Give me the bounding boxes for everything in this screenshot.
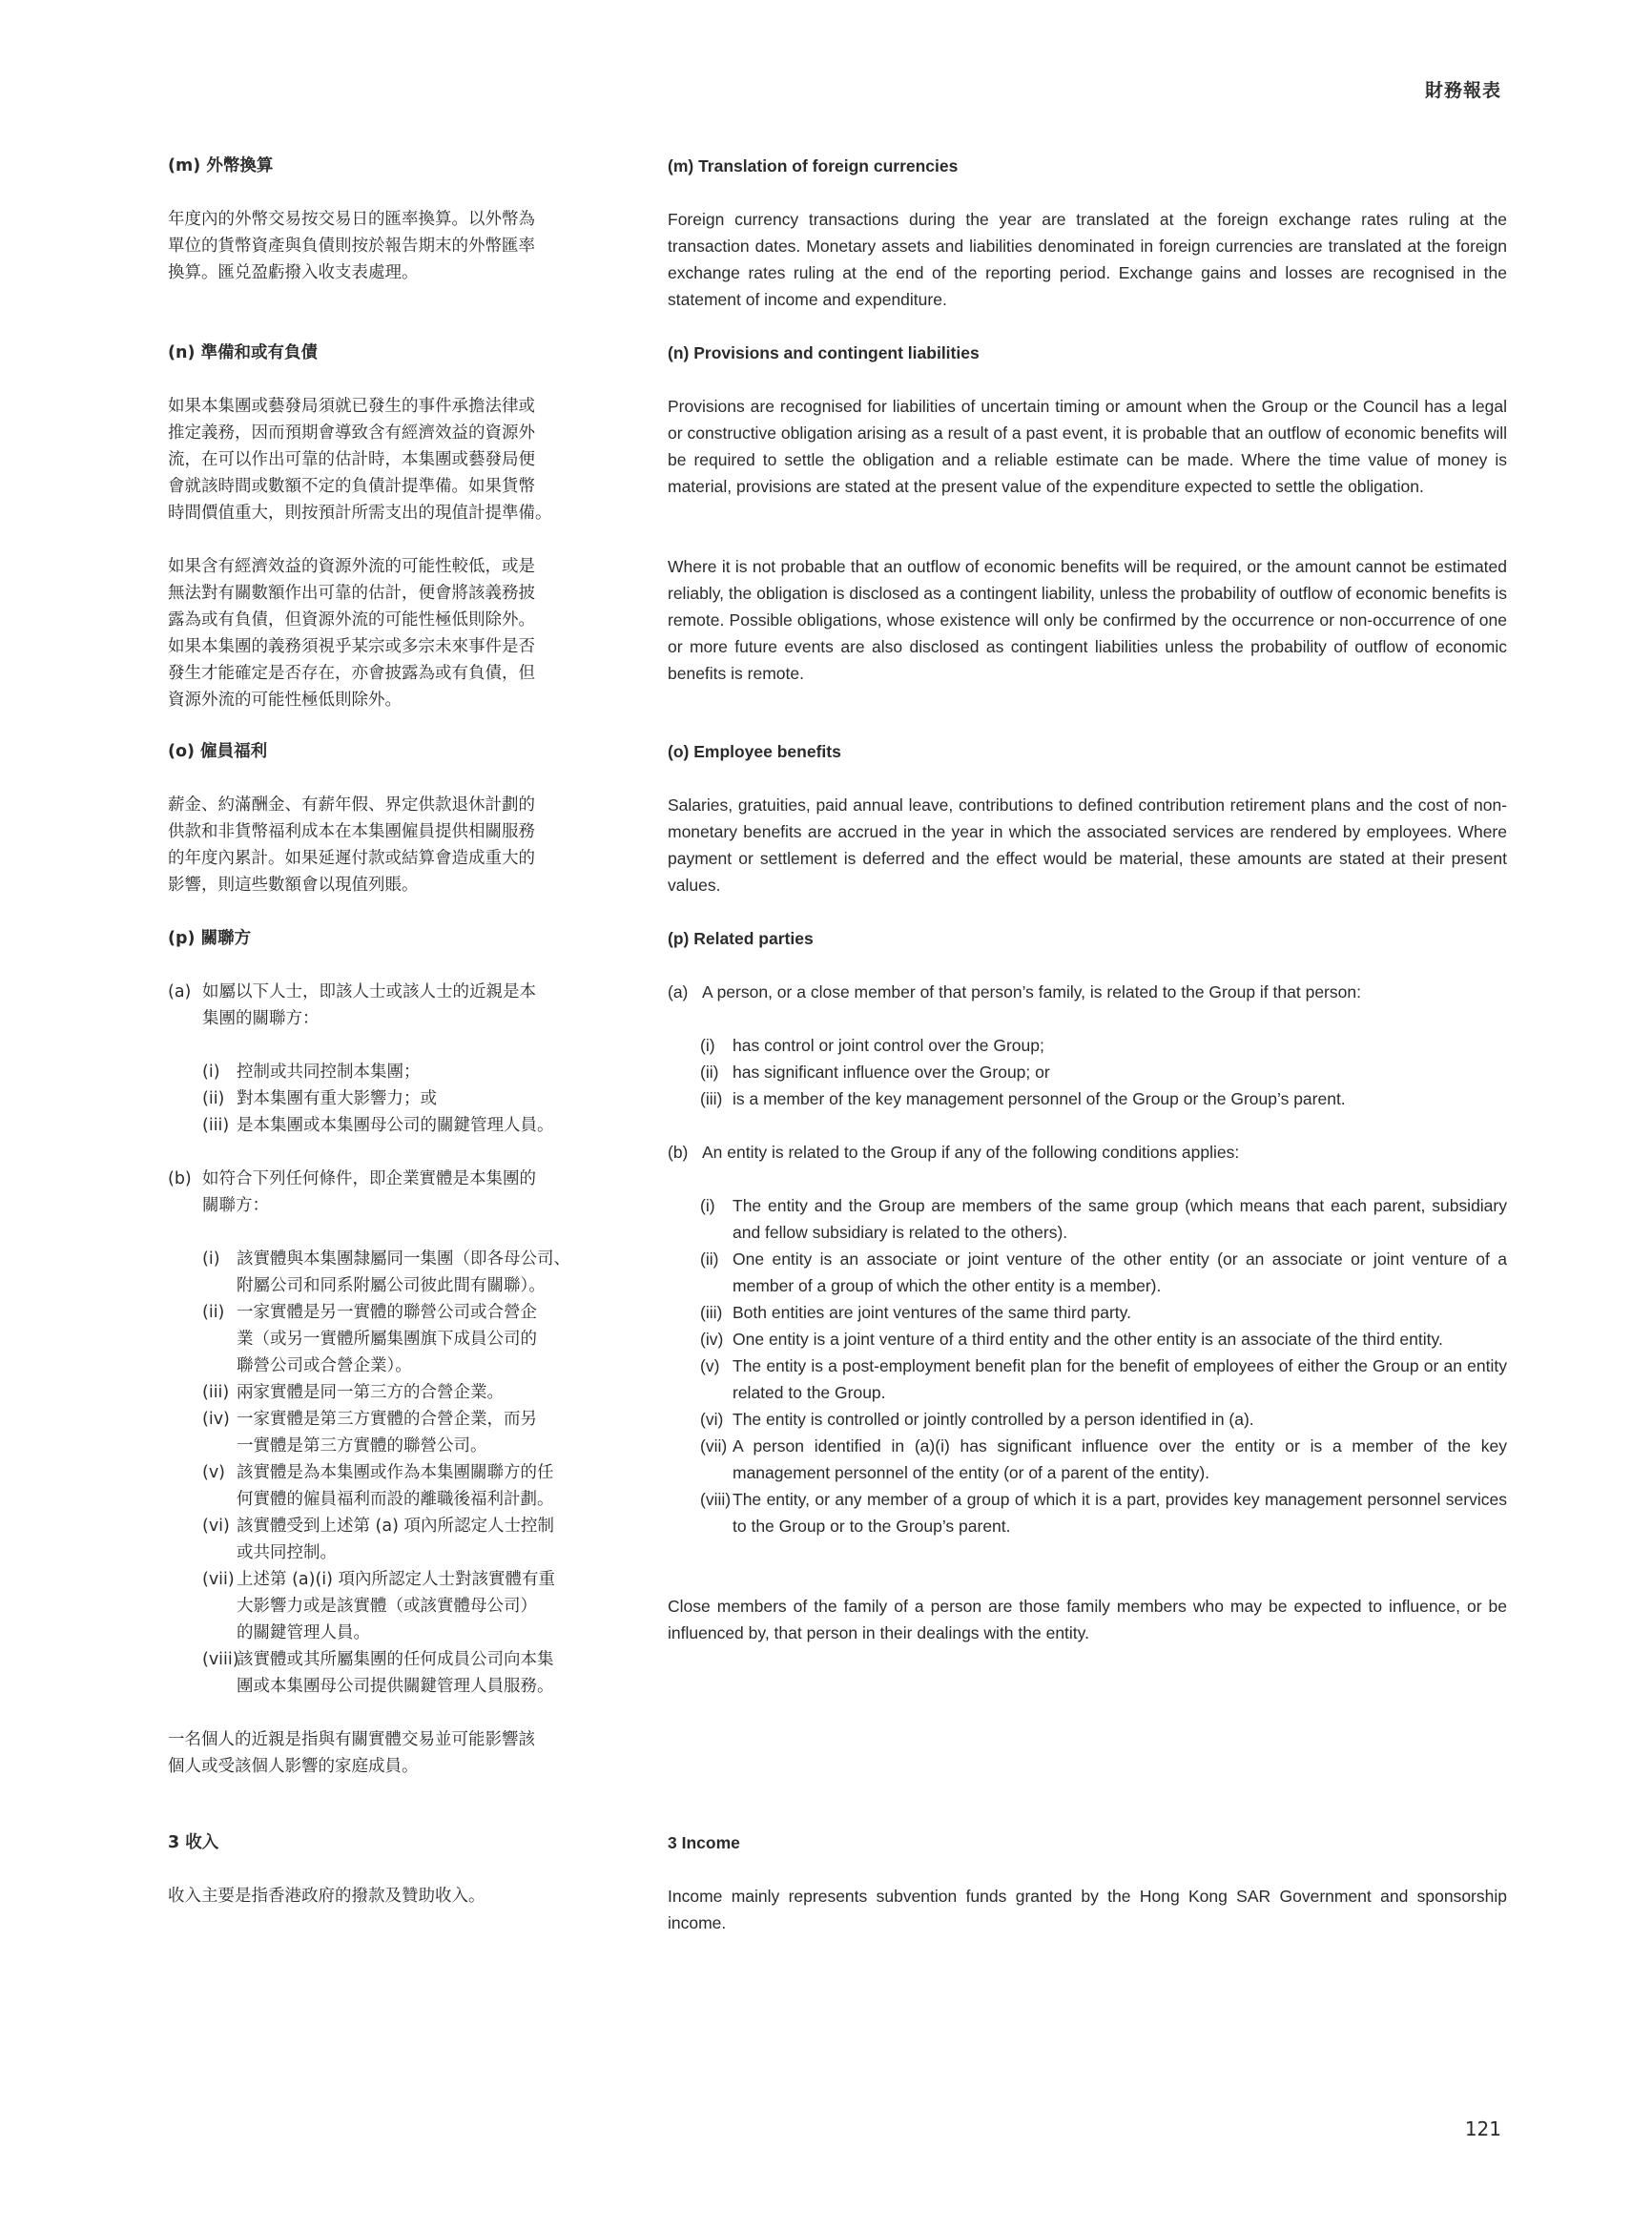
cn-heading-p: (p) 關聯方 (168, 929, 252, 948)
list-item (202, 1112, 595, 1139)
list-item-label: (v) (700, 1356, 720, 1375)
list-item-text: 該實體與本集團隸屬同一集團（即各母公司、 (237, 1249, 570, 1269)
list-item (700, 1246, 1507, 1299)
list-item-label: (ii) (202, 1303, 225, 1322)
list-item (202, 1379, 595, 1406)
list-item-label: (vi) (202, 1517, 230, 1536)
list-item-text: 的關鍵管理人員。 (237, 1623, 370, 1642)
text-line: 時間價值重大，則按預計所需支出的現值計提準備。 (168, 504, 552, 523)
cn-p-b (168, 1166, 595, 1219)
text-line: 無法對有關數額作出可靠的估計，便會將該義務披 (168, 584, 535, 603)
list-item-label: (ii) (700, 1249, 719, 1269)
list-item-label: (v) (202, 1463, 226, 1482)
text-line: 推定義務，因而預期會導致含有經濟效益的資源外 (168, 423, 535, 443)
page-header-title: 財務報表 (1424, 80, 1501, 101)
list-item-text: 該實體或其所屬集團的任何成員公司向本集 (237, 1650, 554, 1669)
list-item-text: has control or joint control over the Group; (733, 1036, 1044, 1055)
list-item-text: 上述第 (a)(i) 項內所認定人士對該實體有重 (237, 1570, 556, 1589)
en-p-close: Close members of the family of a person are those family members who may be expected to influence, or be influenced by, that person in their dealings with the entity. (668, 1597, 1507, 1642)
list-item (202, 1566, 595, 1646)
list-item-label: (vii) (700, 1436, 728, 1456)
cn-p-b-label: (b) (168, 1169, 192, 1188)
list-item (202, 1299, 595, 1379)
en-body-income: Income mainly represents subvention funds granted by the Hong Kong SAR Government and sponsorship income. (668, 1887, 1507, 1932)
list-item (202, 1459, 595, 1513)
list-item (202, 1085, 595, 1112)
text-line: 發生才能確定是否存在，亦會披露為或有負債，但 (168, 664, 535, 683)
text-line: 單位的貨幣資產與負債則按於報告期末的外幣匯率 (168, 237, 535, 256)
list-item (700, 1326, 1507, 1352)
list-item-text: One entity is an associate or joint venture of the other entity (or an associate or joint venture of a member of a group of which the other entity is a member). (733, 1249, 1507, 1295)
en-p-b-items (700, 1192, 1507, 1539)
page-number: 121 (1464, 2117, 1501, 2140)
text-line: 集團的關聯方： (202, 1009, 320, 1028)
text-line: 年度內的外幣交易按交易日的匯率換算。以外幣為 (168, 210, 535, 229)
list-item-text: 業（或另一實體所屬集團旗下成員公司的 (237, 1330, 537, 1349)
list-item (700, 1352, 1507, 1406)
text-line: 如果含有經濟效益的資源外流的可能性較低，或是 (168, 557, 535, 576)
en-p-b-text: An entity is related to the Group if any of the following conditions applies: (702, 1143, 1240, 1162)
en-p-a-text: A person, or a close member of that person’s family, is related to the Group if that person: (702, 982, 1361, 1001)
text-line: 如屬以下人士，即該人士或該人士的近親是本 (202, 982, 536, 1001)
list-item-label: (iii) (202, 1116, 230, 1135)
cn-p-b-items (202, 1246, 595, 1700)
list-item-text: 是本集團或本集團母公司的關鍵管理人員。 (237, 1116, 554, 1135)
list-item-text: 一實體是第三方實體的聯營公司。 (237, 1436, 487, 1456)
text-line: 個人或受該個人影響的家庭成員。 (168, 1757, 419, 1776)
text-line: 的年度內累計。如果延遲付款或結算會造成重大的 (168, 849, 535, 868)
text-line: 露為或有負債，但資源外流的可能性極低則除外。 (168, 610, 535, 630)
cn-p-a (168, 979, 595, 1032)
en-body-n-1: Provisions are recognised for liabilities of uncertain timing or amount when the Group or the Council has a legal or constructive obligation arising as a result of a past event, it is probable that an outflow of economic benefits will be required to settle the obligation and a reliable estimate can be made. Where the time value of money is material, provisions are stated at the present value of the expenditure expected to settle the obligation. (668, 397, 1507, 496)
list-item-text: 對本集團有重大影響力；或 (237, 1089, 437, 1108)
cn-p-a-text (202, 979, 595, 1032)
cn-p-close (168, 1726, 595, 1780)
en-heading-o: (o) Employee benefits (668, 742, 841, 761)
en-p-a (668, 979, 1507, 1005)
list-item (202, 1406, 595, 1459)
en-body-m: Foreign currency transactions during the year are translated at the foreign exchange rates ruling at the transaction dates. Monetary assets and liabilities denominated in foreign currencies are translated at the foreign exchange rates ruling at the end of the reporting period. Exchange gains and losses are recognised in the statement of income and expenditure. (668, 210, 1507, 309)
text-line: 流，在可以作出可靠的估計時，本集團或藝發局便 (168, 450, 535, 469)
en-body-o: Salaries, gratuities, paid annual leave, contributions to defined contribution retirement plans and the cost of non-monetary benefits are accrued in the year in which the associated services are rendered by employees. Where payment or settlement is deferred and the effect would be material, these amounts are stated at their present values. (668, 795, 1507, 895)
text-line: 如果本集團的義務須視乎某宗或多宗未來事件是否 (168, 637, 535, 656)
text-line: 薪金、約滿酬金、有薪年假、界定供款退休計劃的 (168, 795, 535, 815)
cn-body-income: 收入主要是指香港政府的撥款及贊助收入。 (168, 1887, 485, 1906)
cn-heading-n: (n) 準備和或有負債 (168, 343, 319, 362)
text-line: 資源外流的可能性極低則除外。 (168, 691, 402, 710)
list-item (700, 1299, 1507, 1326)
list-item-label: (vi) (700, 1410, 724, 1429)
cn-p-a-label: (a) (168, 982, 192, 1001)
en-p-b-label: (b) (668, 1143, 689, 1162)
en-heading-p: (p) Related parties (668, 929, 814, 948)
list-item-label: (i) (700, 1036, 715, 1055)
list-item-text: 該實體受到上述第 (a) 項內所認定人士控制 (237, 1517, 555, 1536)
list-item-text: 一家實體是另一實體的聯營公司或合營企 (237, 1303, 537, 1322)
text-line: 換算。匯兑盈虧撥入收支表處理。 (168, 263, 419, 282)
list-item-text: 控制或共同控制本集團； (237, 1063, 421, 1082)
text-line: 關聯方： (202, 1196, 269, 1215)
list-item (202, 1646, 595, 1700)
list-item-label: (iii) (700, 1089, 723, 1108)
cn-body-m (168, 206, 595, 286)
en-p-a-items (700, 1032, 1507, 1112)
list-item-text: 附屬公司和同系附屬公司彼此間有關聯）。 (237, 1276, 546, 1295)
cn-body-n-1 (168, 393, 595, 527)
list-item (700, 1032, 1507, 1059)
cn-p-b-text (202, 1166, 595, 1219)
list-item-text: A person identified in (a)(i) has significant influence over the entity or is a member of the key management personnel of the entity (or of a parent of the entity). (733, 1436, 1507, 1482)
list-item-text: 聯營公司或合營企業）。 (237, 1356, 412, 1375)
list-item-text: The entity is a post-employment benefit plan for the benefit of employees of either the Group or an entity related to the Group. (733, 1356, 1507, 1402)
cn-heading-m: (m) 外幣換算 (168, 156, 274, 176)
text-line: 如果本集團或藝發局須就已發生的事件承擔法律或 (168, 397, 535, 416)
list-item-text: 何實體的僱員福利而設的離職後福利計劃。 (237, 1490, 554, 1509)
cn-heading-income: 3 收入 (168, 1833, 219, 1852)
list-item-label: (ii) (202, 1089, 225, 1108)
list-item-label: (ii) (700, 1063, 719, 1082)
en-heading-m: (m) Translation of foreign currencies (668, 156, 959, 176)
list-item (700, 1192, 1507, 1246)
en-body-n-2: Where it is not probable that an outflow of economic benefits will be required, or the amount cannot be estimated reliably, the obligation is disclosed as a contingent liability, unless the probability of outflow of economic benefits is remote. Possible obligations, whose existence will only be confirmed by the occurrence or non-occurrence of one or more future events are also disclosed as contingent liabilities unless the probability of outflow of economic benefits is remote. (668, 557, 1507, 683)
cn-p-a-items (202, 1059, 595, 1139)
text-line: 影響，則這些數額會以現值列賬。 (168, 876, 419, 895)
cn-body-o (168, 792, 595, 898)
text-line: 供款和非貨幣福利成本在本集團僱員提供相關服務 (168, 822, 535, 841)
list-item-text: The entity, or any member of a group of which it is a part, provides key management personnel services to the Group or to the Group’s parent. (733, 1490, 1507, 1536)
list-item-label: (iv) (202, 1410, 230, 1429)
list-item (700, 1433, 1507, 1486)
list-item (202, 1513, 595, 1566)
en-p-b (668, 1139, 1507, 1166)
list-item-label: (i) (202, 1063, 220, 1082)
list-item-label: (iii) (700, 1303, 723, 1322)
list-item-text: Both entities are joint ventures of the same third party. (733, 1303, 1131, 1322)
list-item-text: The entity is controlled or jointly controlled by a person identified in (a). (733, 1410, 1254, 1429)
text-line: 如符合下列任何條件，即企業實體是本集團的 (202, 1169, 536, 1188)
list-item-label: (i) (700, 1196, 715, 1215)
text-line: 一名個人的近親是指與有關實體交易並可能影響該 (168, 1730, 535, 1749)
list-item-label: (viii) (202, 1650, 239, 1669)
list-item-text: One entity is a joint venture of a third entity and the other entity is an associate of the third entity. (733, 1330, 1443, 1349)
list-item-label: (i) (202, 1249, 220, 1269)
list-item-text: 或共同控制。 (237, 1543, 337, 1562)
list-item-text: 大影響力或是該實體（或該實體母公司） (237, 1597, 537, 1616)
list-item (700, 1085, 1507, 1112)
list-item (700, 1059, 1507, 1085)
list-item-text: The entity and the Group are members of the same group (which means that each parent, subsidiary and fellow subsidiary is related to the others). (733, 1196, 1507, 1242)
list-item-label: (vii) (202, 1570, 235, 1589)
en-p-a-label: (a) (668, 982, 689, 1001)
list-item-label: (viii) (700, 1490, 732, 1509)
en-heading-income: 3 Income (668, 1833, 740, 1852)
en-heading-n: (n) Provisions and contingent liabilities (668, 343, 980, 362)
list-item-label: (iii) (202, 1383, 230, 1402)
list-item-label: (iv) (700, 1330, 724, 1349)
list-item (700, 1406, 1507, 1433)
cn-body-n-2 (168, 553, 595, 713)
list-item-text: 兩家實體是同一第三方的合營企業。 (237, 1383, 504, 1402)
list-item-text: 該實體是為本集團或作為本集團關聯方的任 (237, 1463, 554, 1482)
text-line: 會就該時間或數額不定的負債計提準備。如果貨幣 (168, 477, 535, 496)
list-item-text: has significant influence over the Group; or (733, 1063, 1050, 1082)
list-item-text: is a member of the key management personnel of the Group or the Group’s parent. (733, 1089, 1346, 1108)
list-item-text: 一家實體是第三方實體的合營企業，而另 (237, 1410, 537, 1429)
list-item (202, 1059, 595, 1085)
cn-heading-o: (o) 僱員福利 (168, 742, 268, 761)
list-item-text: 團或本集團母公司提供關鍵管理人員服務。 (237, 1677, 554, 1696)
list-item (202, 1246, 595, 1299)
list-item (700, 1486, 1507, 1539)
